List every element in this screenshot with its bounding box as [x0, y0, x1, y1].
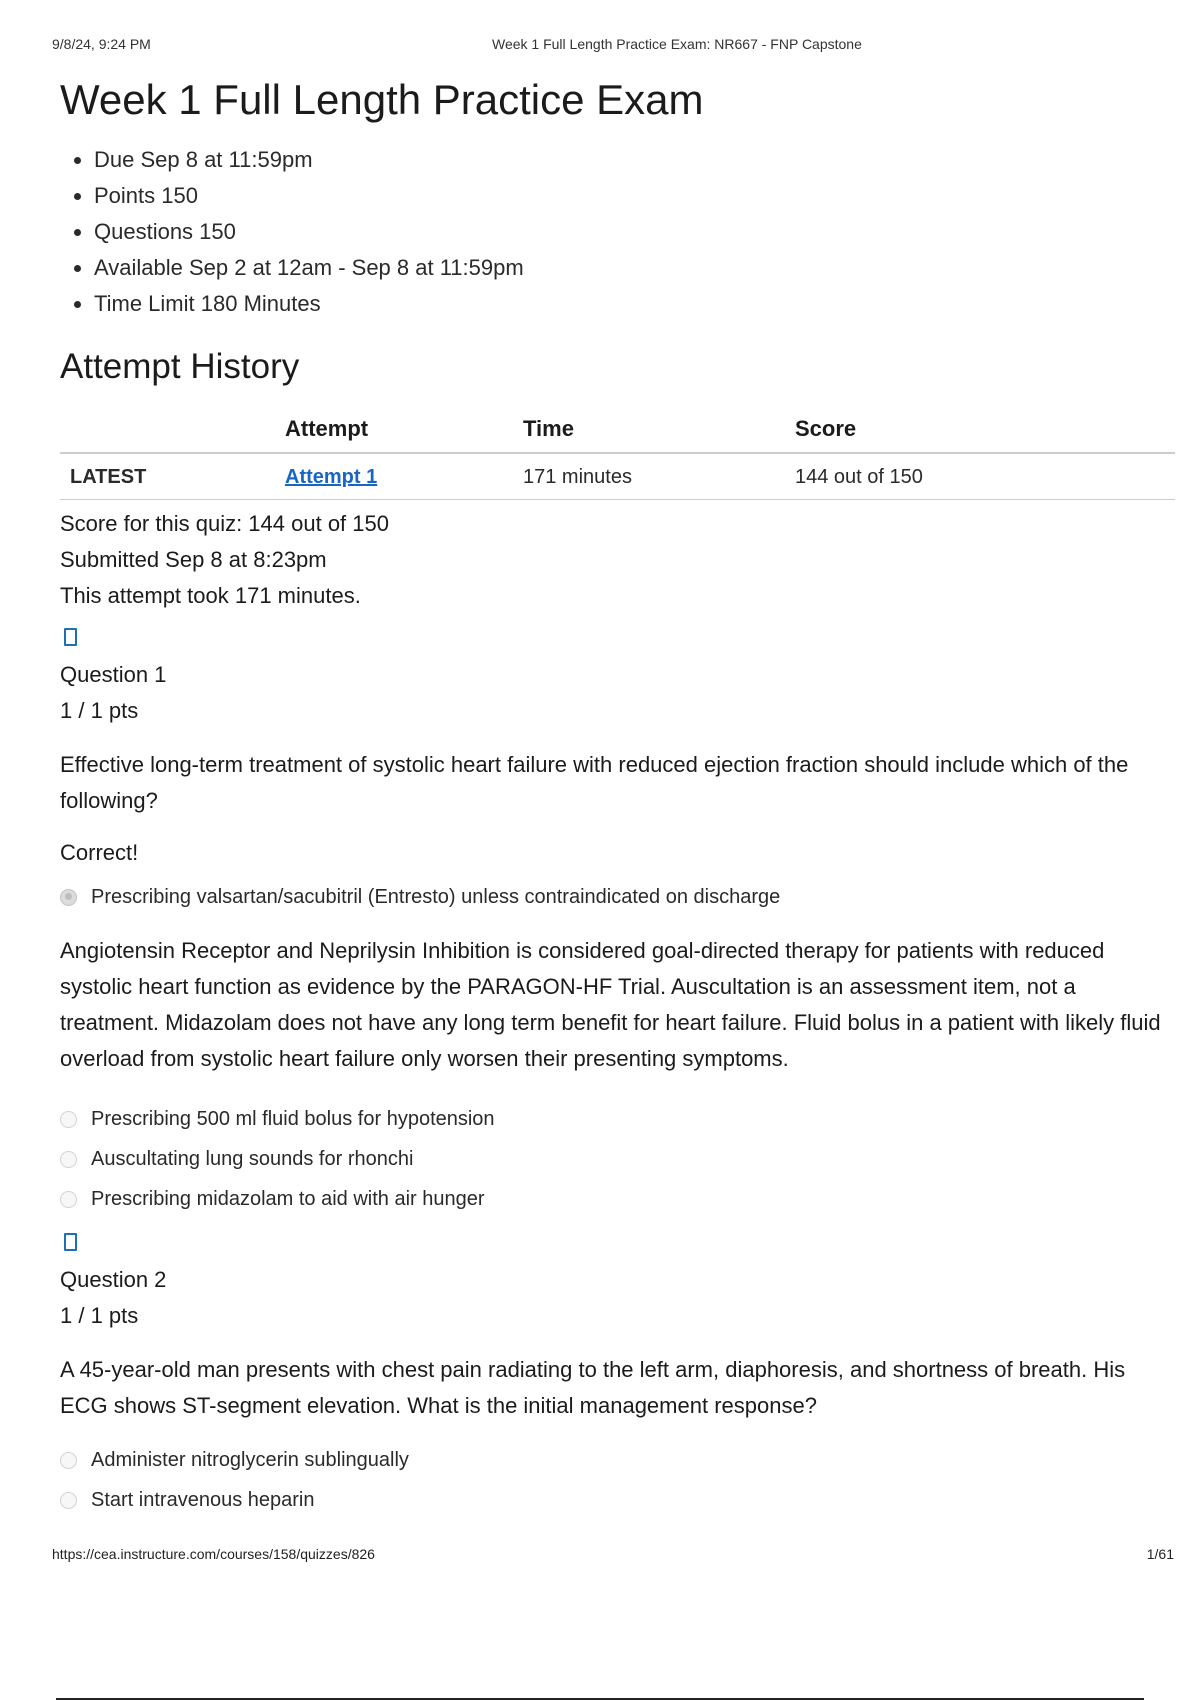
attempt-score: 144 out of 150 — [785, 453, 1175, 500]
radio-icon — [60, 1111, 77, 1128]
correct-label: Correct! — [60, 840, 139, 865]
table-row — [60, 453, 1175, 500]
exam-details-list — [60, 142, 1175, 322]
flag-question-icon[interactable] — [64, 1233, 77, 1251]
time-limit: • Time Limit 180 Minutes — [94, 286, 1175, 322]
attempt-1-link[interactable]: Attempt 1 — [285, 466, 378, 488]
column-header-time: Time — [513, 408, 785, 453]
question-title: Question 1 — [60, 662, 167, 687]
answer-label: Start intravenous heparin — [91, 1489, 315, 1511]
radio-selected-icon — [60, 889, 77, 906]
answer-option — [60, 1480, 1175, 1520]
submitted-date: Submitted Sep 8 at 8:23pm — [60, 547, 327, 572]
question-points: 1 / 1 pts — [60, 1303, 139, 1328]
quiz-score: Score for this quiz: 144 out of 150 — [60, 511, 389, 536]
attempt-time: 171 minutes — [513, 453, 785, 500]
radio-icon — [60, 1492, 77, 1509]
answer-option — [60, 1099, 1175, 1139]
print-title: Week 1 Full Length Practice Exam: NR667 - FNP Capstone — [492, 36, 862, 52]
answer-option — [60, 1440, 1175, 1480]
attempt-summary — [60, 506, 1175, 614]
print-header — [52, 36, 1152, 56]
answer-label: Prescribing midazolam to aid with air hunger — [91, 1188, 485, 1210]
answer-label: Prescribing valsartan/sacubitril (Entresto) unless contraindicated on discharge — [91, 886, 781, 908]
answer-label: Administer nitroglycerin sublingually — [91, 1449, 409, 1471]
quiz-content — [60, 72, 1175, 1520]
page-title: Week 1 Full Length Practice Exam — [60, 76, 704, 123]
print-date: 9/8/24, 9:24 PM — [52, 36, 151, 52]
print-url: https://cea.instructure.com/courses/158/quizzes/826 — [52, 1546, 375, 1562]
column-header-score: Score — [785, 408, 1175, 453]
radio-icon — [60, 1191, 77, 1208]
flag-question-icon[interactable] — [64, 628, 77, 646]
answer-label: Prescribing 500 ml fluid bolus for hypotension — [91, 1108, 495, 1130]
column-header-attempt: Attempt — [275, 408, 513, 453]
question-text: A 45-year-old man presents with chest pain radiating to the left arm, diaphoresis, and shortness of breath. His ECG shows ST-segment elevation. What is the initial management response? — [60, 1357, 1126, 1418]
answer-explanation: Angiotensin Receptor and Neprilysin Inhibition is considered goal-directed therapy for patients with reduced systolic heart function as evidence by the PARAGON-HF Trial. Auscultation is an assessment item, not a treatment. Midazolam does not have any long term benefit for heart failure. Fluid bolus in a patient with likely fluid overload from systolic heart failure only worsen their presenting symptoms. — [60, 938, 1161, 1071]
radio-icon — [60, 1151, 77, 1168]
column-header-blank — [60, 408, 275, 453]
print-footer — [52, 1546, 1174, 1566]
question-text: Effective long-term treatment of systolic heart failure with reduced ejection fraction should include which of the following? — [60, 752, 1129, 813]
answer-option-selected — [60, 877, 1175, 917]
attempt-history-table — [60, 408, 1175, 500]
question-points: 1 / 1 pts — [60, 698, 139, 723]
points: • Points 150 — [94, 178, 1175, 214]
availability: • Available Sep 2 at 12am - Sep 8 at 11:59pm — [94, 250, 1175, 286]
question-2 — [60, 1219, 1175, 1520]
table-header-row — [60, 408, 1175, 453]
latest-label: LATEST — [60, 453, 275, 500]
answer-option — [60, 1179, 1175, 1219]
page-number: 1/61 — [1146, 1546, 1174, 1562]
due-date: • Due Sep 8 at 11:59pm — [94, 142, 1175, 178]
question-1 — [60, 614, 1175, 1219]
question-count: • Questions 150 — [94, 214, 1175, 250]
answer-label: Auscultating lung sounds for rhonchi — [91, 1148, 414, 1170]
question-title: Question 2 — [60, 1267, 167, 1292]
attempt-duration: This attempt took 171 minutes. — [60, 583, 361, 608]
attempt-history-title: Attempt History — [60, 347, 300, 386]
answer-option — [60, 1139, 1175, 1179]
radio-icon — [60, 1452, 77, 1469]
